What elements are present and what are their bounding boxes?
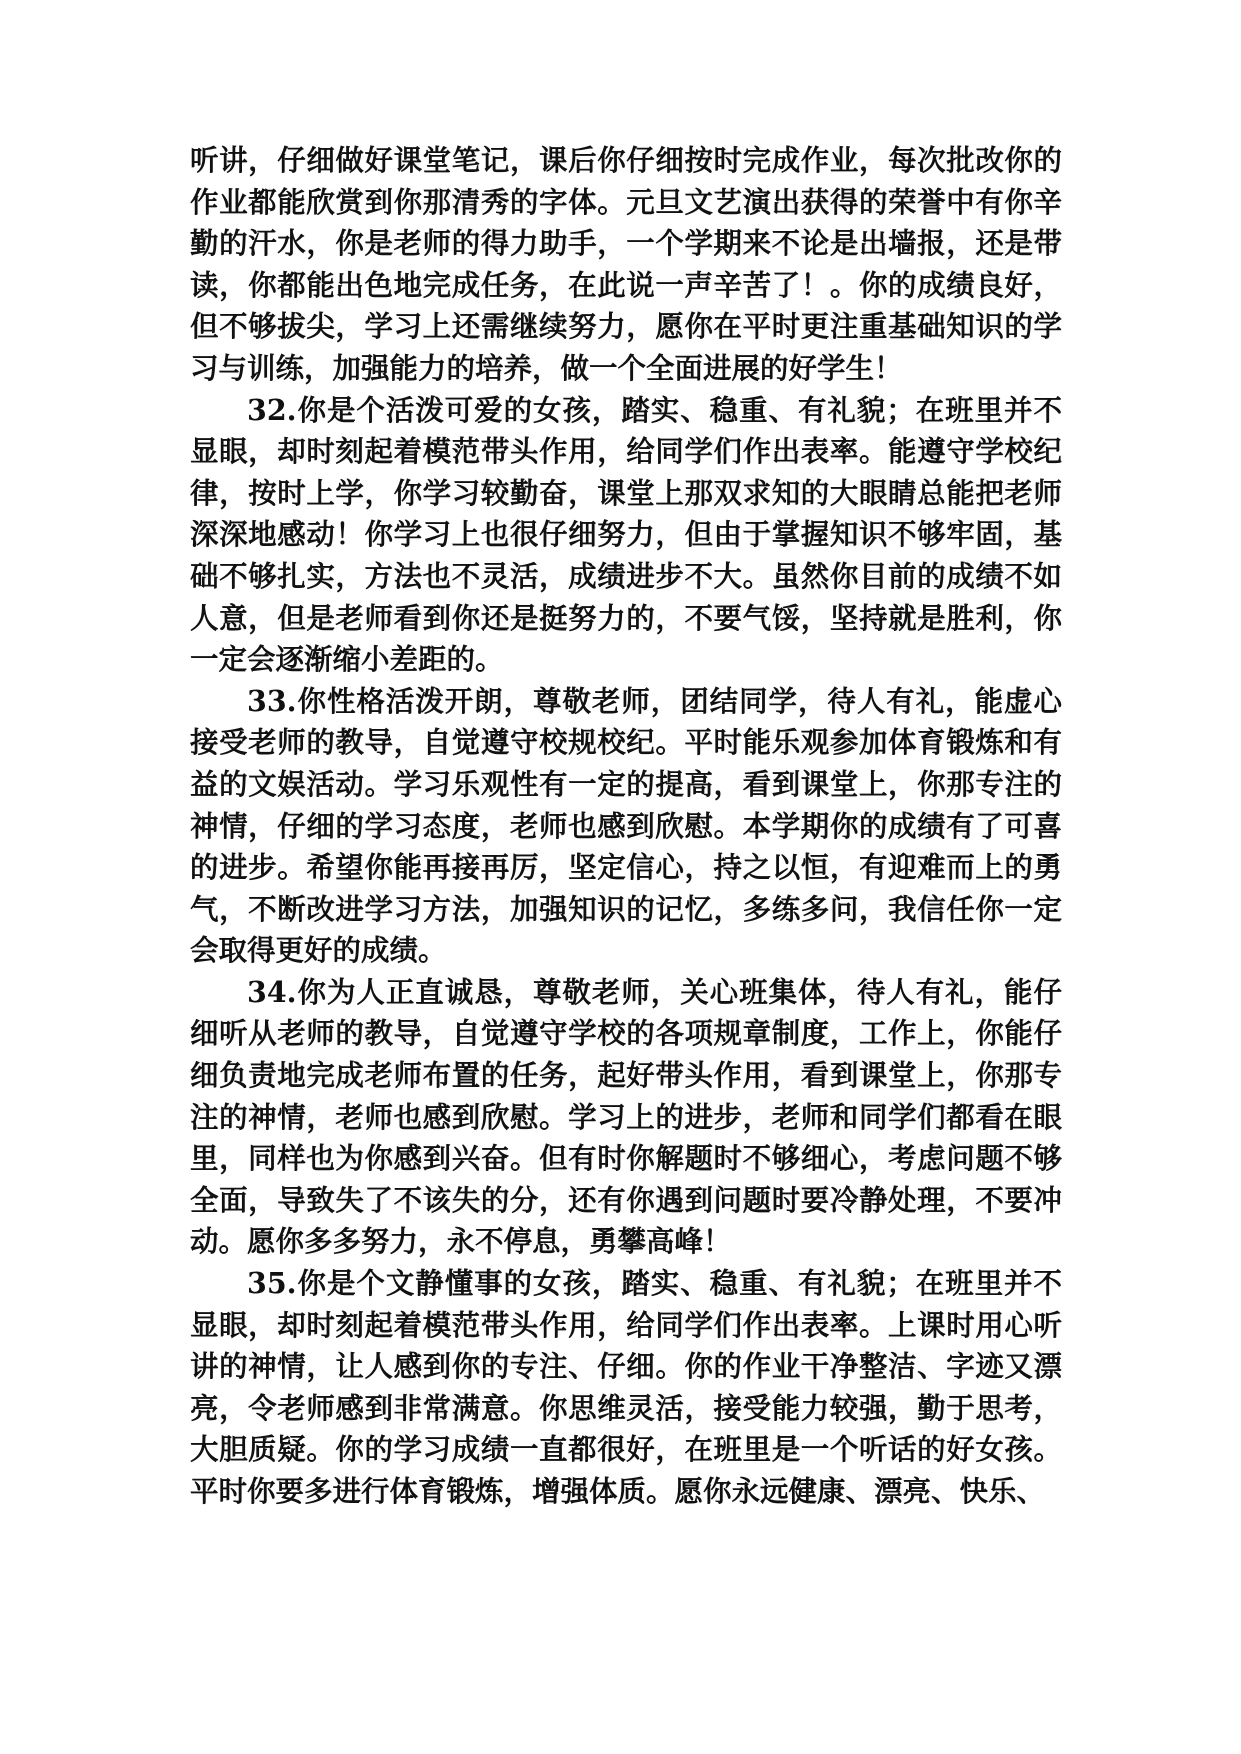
paragraph-comment-32: 32.你是个活泼可爱的女孩，踏实、稳重、有礼貌；在班里并不显眼，却时刻起着模范带头作用，给同学们作出表率。能遵守学校纪律，按时上学，你学习较勤奋，课堂上那双求知的大眼睛总能把老师深深地感动！你学习上也很仔细努力，但由于掌握知识不够牢固，基础不够扎实，方法也不灵活，成绩进步不大。虽然你目前的成绩不如人意，但是老师看到你还是挺努力的，不要气馁，坚持就是胜利，你一定会逐渐缩小差距的。 [190, 392, 1062, 677]
paragraph-continuation: 听讲，仔细做好课堂笔记，课后你仔细按时完成作业，每次批改你的作业都能欣赏到你那清秀的字体。元旦文艺演出获得的荣誉中有你辛勤的汗水，你是老师的得力助手，一个学期来不论是出墙报，还是带读，你都能出色地完成任务，在此说一声辛苦了！。你的成绩良好，但不够拔尖，学习上还需继续努力，愿你在平时更注重基础知识的学习与训练，加强能力的培养，做一个全面进展的好学生！ [190, 143, 1062, 385]
document-page [190, 140, 1062, 1513]
paragraph-comment-34: 34.你为人正直诚恳，尊敬老师，关心班集体，待人有礼，能仔细听从老师的教导，自觉遵守学校的各项规章制度，工作上，你能仔细负责地完成老师布置的任务，起好带头作用，看到课堂上，你那专注的神情，老师也感到欣慰。学习上的进步，老师和同学们都看在眼里，同样也为你感到兴奋。但有时你解题时不够细心，考虑问题不够全面，导致失了不该失的分，还有你遇到问题时要冷静处理，不要冲动。愿你多多努力，永不停息，勇攀高峰！ [190, 974, 1062, 1259]
paragraph-comment-33: 33.你性格活泼开朗，尊敬老师，团结同学，待人有礼，能虚心接受老师的教导，自觉遵守校规校纪。平时能乐观参加体育锻炼和有益的文娱活动。学习乐观性有一定的提高，看到课堂上，你那专注的神情，仔细的学习态度，老师也感到欣慰。本学期你的成绩有了可喜的进步。希望你能再接再厉，坚定信心，持之以恒，有迎难而上的勇气，不断改进学习方法，加强知识的记忆，多练多问，我信任你一定会取得更好的成绩。 [190, 683, 1062, 968]
paragraph-comment-35: 35.你是个文静懂事的女孩，踏实、稳重、有礼貌；在班里并不显眼，却时刻起着模范带头作用，给同学们作出表率。上课时用心听讲的神情，让人感到你的专注、仔细。你的作业干净整洁、字迹又漂亮，令老师感到非常满意。你思维灵活，接受能力较强，勤于思考，大胆质疑。你的学习成绩一直都很好，在班里是一个听话的好女孩。平时你要多进行体育锻炼，增强体质。愿你永远健康、漂亮、快乐、 [190, 1266, 1062, 1508]
